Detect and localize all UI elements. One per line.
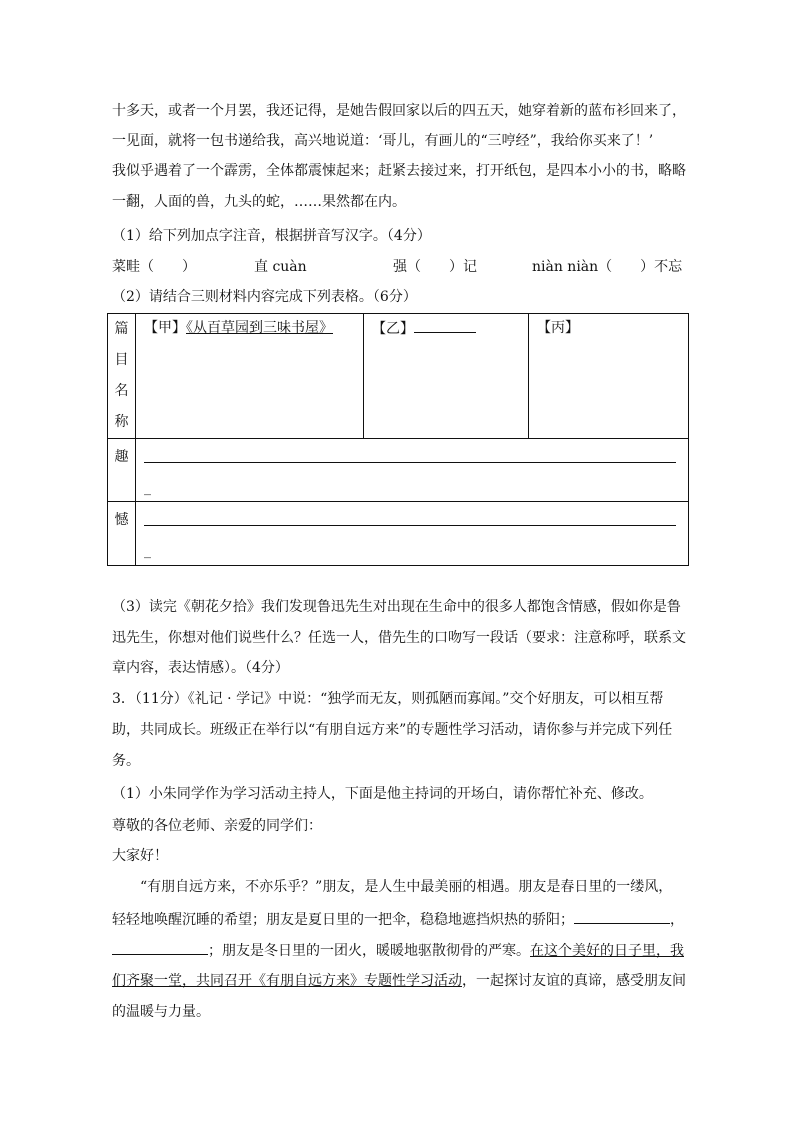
speech-paragraph-line-4 (112, 971, 686, 991)
cell-bing (529, 314, 689, 439)
answer-tail-mark: _ (144, 480, 151, 496)
speech-paragraph-line-3 (112, 940, 684, 961)
cell-bing-label: 【丙】 (537, 320, 579, 336)
section3-sub1: （1）小朱同学作为学习活动主持人，下面是他主持词的开场白，请你帮忙补充、修改。 (112, 786, 653, 802)
section3-line-2: 助，共同成长。班级正在举行以“有朋自远方来”的专题性学习活动，请你参与并完成下列任 (112, 722, 673, 738)
speech-underlined-text: 在这个美好的日子里，我 (530, 943, 684, 959)
row-qu-answer[interactable] (136, 439, 689, 502)
speech-paragraph-line-1: “有朋自远方来，不亦乐乎？”朋友，是人生中最美丽的相遇。朋友是春日里的一缕风， (140, 879, 673, 895)
q1-prompt: （1）给下列加点字注音，根据拼音写汉字。（4分） (112, 228, 431, 244)
cell-yi (364, 314, 529, 439)
cell-jia (136, 314, 364, 439)
q1-item-niannian: niàn niàn（ ）不忘 (532, 259, 683, 275)
row-label-char: 称 (114, 414, 129, 430)
speech-text: 轻轻地唤醒沉睡的希望；朋友是夏日里的一把伞，稳稳地遮挡炽热的骄阳； (112, 912, 574, 928)
q3-line-2: 迅先生，你想对他们说些什么？任选一人，借先生的口吻写一段话（要求：注意称呼，联系文 (112, 630, 686, 646)
q1-item-caiqi: 菜畦（ ） (112, 259, 196, 275)
section3-line-3: 务。 (112, 753, 140, 769)
speech-paragraph-line-5: 的温暖与力量。 (112, 1004, 210, 1020)
passage-line-2: 一见面，就将一包书递给我，高兴地说道：‘哥儿，有画儿的“三哼经”，我给你买来了！’ (112, 133, 654, 149)
row-han-answer[interactable] (136, 502, 689, 566)
speech-hello: 大家好！ (112, 848, 168, 864)
speech-paragraph-line-2 (112, 909, 684, 930)
speech-greeting: 尊敬的各位老师、亲爱的同学们： (112, 818, 322, 834)
q1-item-qiangji: 强（ ）记 (393, 259, 477, 275)
row-label-char: 名 (114, 383, 129, 399)
answer-line[interactable] (144, 525, 676, 526)
passage-line-1: 十多天，或者一个月罢，我还记得，是她告假回家以后的四五天，她穿着新的蓝布衫回来了， (112, 103, 686, 119)
row-label-titles (108, 314, 136, 439)
passage-line-3: 我似乎遇着了一个霹雳，全体都震悚起来；赶紧去接过来，打开纸包，是四本小小的书，略略 (112, 163, 686, 179)
row-label-han: 憾 (108, 502, 136, 566)
cell-yi-prefix: 【乙】 (372, 321, 414, 337)
fill-blank-2[interactable] (112, 940, 208, 955)
answer-line[interactable] (144, 462, 676, 463)
q3-line-3: 章内容，表达情感）。（4分） (112, 660, 289, 676)
q1-item-zhicuan: 直 cuàn (254, 259, 307, 275)
row-label-char: 篇 (114, 321, 129, 337)
cell-jia-title: 《从百草园到三味书屋》 (186, 320, 333, 336)
answer-tail-mark: _ (144, 543, 151, 559)
passage-line-4: 一翻，人面的兽，九头的蛇，……果然都在内。 (112, 194, 406, 210)
speech-punct: ， (670, 912, 684, 928)
speech-text: ；朋友是冬日里的一团火，暖暖地驱散彻骨的严寒。 (208, 943, 530, 959)
answer-table (107, 313, 689, 566)
row-label-char: 目 (114, 352, 129, 368)
section3-line-1: 3．（11分）《礼记 · 学记》中说：“独学而无友，则孤陋而寡闻。”交个好朋友，可以相互帮 (112, 691, 664, 707)
q3-line-1: （3）读完《朝花夕拾》我们发现鲁迅先生对出现在生命中的很多人都饱含情感，假如你是鲁 (112, 599, 681, 615)
cell-yi-blank[interactable] (414, 318, 476, 333)
q2-prompt: （2）请结合三则材料内容完成下列表格。（6分） (112, 289, 417, 305)
row-label-qu: 趣 (108, 439, 136, 502)
speech-text: ，一起探讨友谊的真谛，感受朋友间 (462, 973, 686, 989)
speech-underlined-text: 们齐聚一堂，共同召开《有朋自远方来》专题性学习活动 (112, 973, 462, 989)
fill-blank-1[interactable] (574, 909, 670, 924)
cell-jia-prefix: 【甲】 (144, 320, 186, 336)
